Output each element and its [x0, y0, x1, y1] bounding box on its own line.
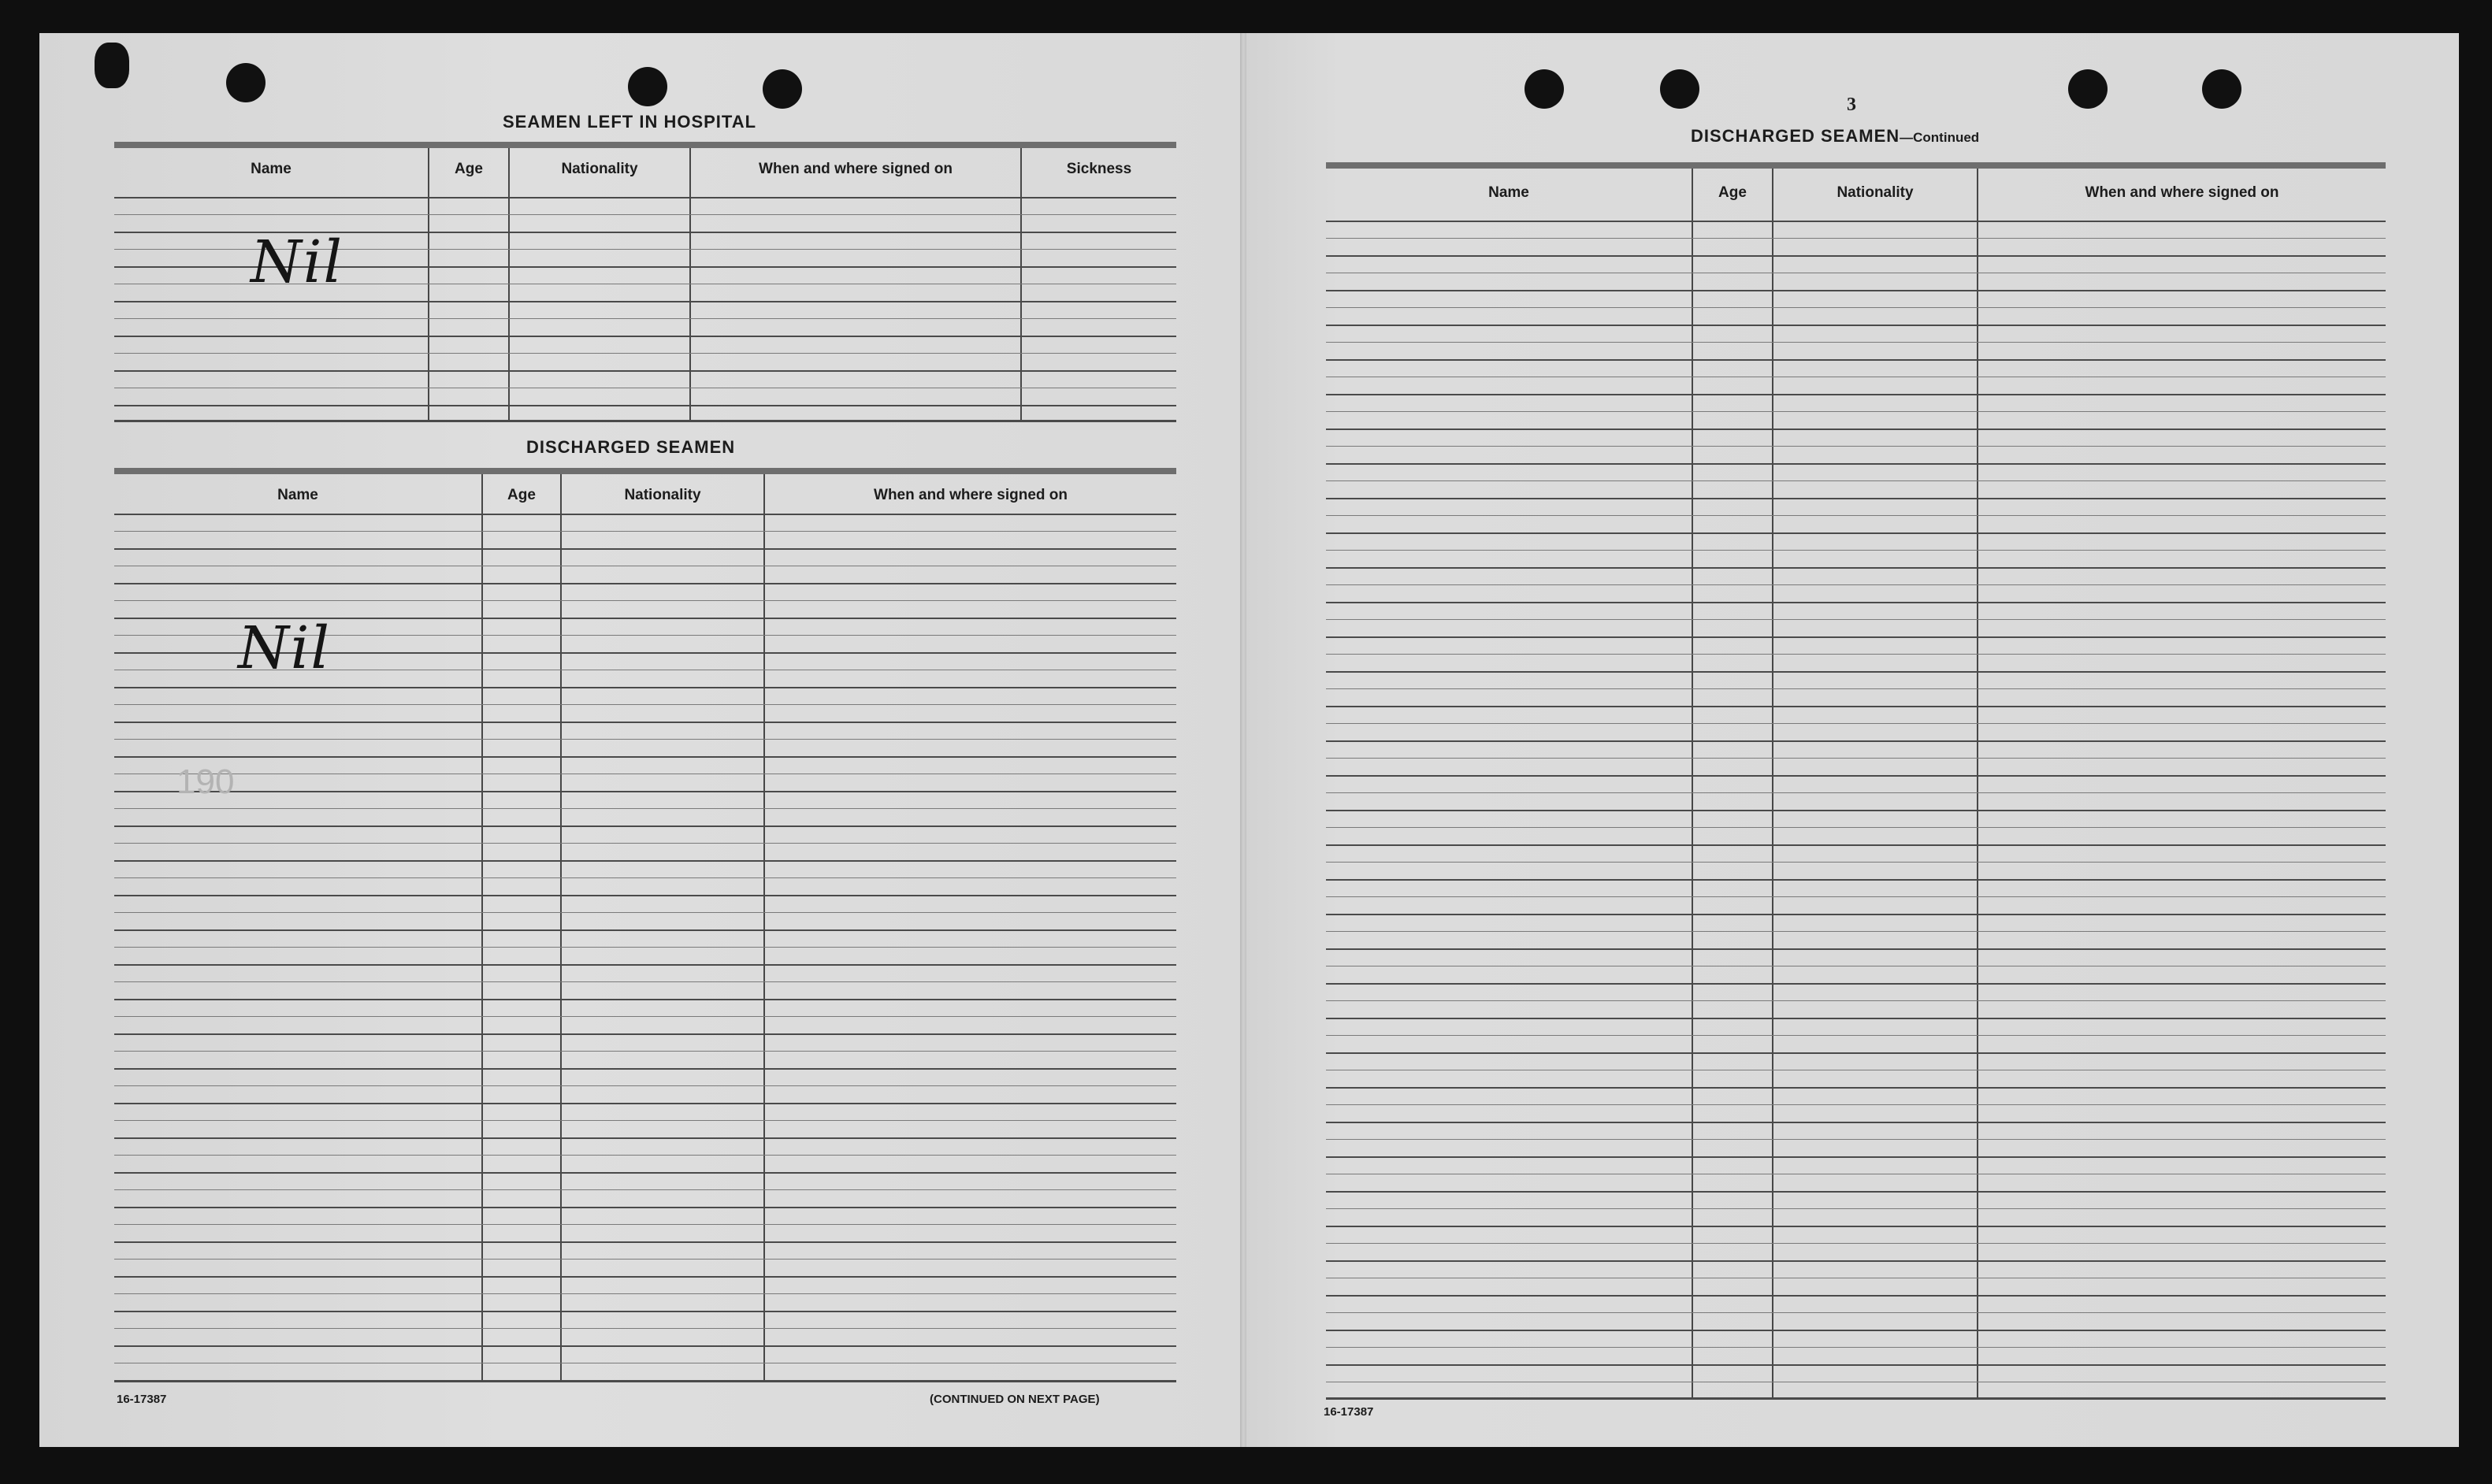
- page-fold: [1240, 33, 1246, 1447]
- ruled-row-line: [114, 1033, 1176, 1035]
- ruled-row-line: [114, 877, 1176, 878]
- ruled-row-line: [114, 825, 1176, 827]
- ruled-row-line: [114, 1016, 1176, 1017]
- continued-suffix: —Continued: [1900, 130, 1980, 145]
- hospital-col-name: Name: [251, 161, 292, 177]
- ruled-row-line: [114, 370, 1176, 372]
- right-col-name: Name: [1488, 184, 1529, 201]
- ruled-row-line: [114, 912, 1176, 913]
- ruled-row-line: [1326, 325, 2386, 326]
- ruled-row-line: [114, 1051, 1176, 1052]
- table-bottom-rule: [114, 420, 1176, 422]
- ruled-row-line: [1326, 429, 2386, 430]
- ruled-row-line: [114, 1345, 1176, 1347]
- ruled-row-line: [1326, 1035, 2386, 1036]
- ruled-row-line: [1326, 1156, 2386, 1158]
- ruled-row-line: [1326, 238, 2386, 239]
- ruled-row-line: [1326, 394, 2386, 395]
- ruled-row-line: [1326, 602, 2386, 603]
- hospital-section-title: SEAMEN LEFT IN HOSPITAL: [503, 112, 757, 132]
- continued-note: (CONTINUED ON NEXT PAGE): [930, 1393, 1100, 1406]
- ruled-row-line: [114, 318, 1176, 319]
- hospital-col-age: Age: [455, 161, 483, 177]
- ruled-row-line: [1326, 342, 2386, 343]
- ruled-row-line: [1326, 290, 2386, 291]
- ruled-row-line: [1326, 532, 2386, 534]
- punch-hole: [2202, 69, 2241, 109]
- hospital-col-signed-on: When and where signed on: [759, 161, 953, 177]
- ruled-row-line: [114, 1172, 1176, 1174]
- ruled-row-line: [1326, 1191, 2386, 1193]
- table-bottom-rule: [1326, 1397, 2386, 1400]
- hospital-handwritten-entry: Nil: [251, 228, 344, 296]
- ruled-row-line: [114, 197, 1176, 198]
- ruled-row-line: [1326, 255, 2386, 257]
- punch-hole: [226, 63, 266, 102]
- ruled-row-line: [114, 964, 1176, 966]
- ruled-row-line: [1326, 740, 2386, 742]
- discharged-col-signed-on: When and where signed on: [874, 487, 1068, 503]
- ruled-row-line: [114, 704, 1176, 705]
- ruled-row-line: [114, 860, 1176, 862]
- right-divider: [1772, 169, 1773, 1397]
- ruled-row-line: [114, 1276, 1176, 1278]
- ruled-row-line: [1326, 931, 2386, 932]
- discharged-continued-title: [1691, 126, 1979, 147]
- discharged-table: [114, 474, 1176, 1386]
- ruled-row-line: [114, 1120, 1176, 1121]
- ruled-row-line: [114, 1189, 1176, 1190]
- ruled-row-line: [114, 999, 1176, 1000]
- ruled-row-line: [1326, 1243, 2386, 1244]
- ruled-row-line: [114, 895, 1176, 896]
- ruled-row-line: [1326, 792, 2386, 793]
- ruled-row-line: [1326, 221, 2386, 222]
- hospital-top-rule: [114, 142, 1176, 148]
- punch-hole: [1525, 69, 1564, 109]
- ruled-row-line: [114, 1224, 1176, 1225]
- punch-hole: [1660, 69, 1699, 109]
- ruled-row-line: [114, 301, 1176, 302]
- discharged-continued-title-text: DISCHARGED SEAMEN: [1691, 126, 1900, 146]
- ruled-row-line: [114, 1207, 1176, 1208]
- ruled-row-line: [114, 336, 1176, 337]
- ruled-row-line: [1326, 914, 2386, 915]
- ruled-row-line: [1326, 1208, 2386, 1209]
- ruled-row-line: [114, 791, 1176, 792]
- left-form-number: 16-17387: [117, 1393, 167, 1406]
- hospital-col-nationality: Nationality: [561, 161, 638, 177]
- ruled-row-line: [1326, 1000, 2386, 1001]
- ruled-row-line: [114, 947, 1176, 948]
- ruled-row-line: [114, 1241, 1176, 1243]
- ruled-row-line: [1326, 480, 2386, 481]
- discharged-divider: [481, 474, 483, 1380]
- ruled-row-line: [1326, 1312, 2386, 1313]
- ruled-row-line: [114, 1137, 1176, 1139]
- punch-hole: [2068, 69, 2108, 109]
- punch-hole: [95, 43, 129, 88]
- ruled-row-line: [114, 1311, 1176, 1312]
- ruled-row-line: [1326, 671, 2386, 673]
- right-col-nationality: Nationality: [1837, 184, 1914, 201]
- ruled-row-line: [1326, 1347, 2386, 1348]
- ruled-row-line: [114, 548, 1176, 550]
- ruled-row-line: [114, 808, 1176, 809]
- faded-stamp-mark: 190: [176, 762, 235, 801]
- ruled-row-line: [1326, 307, 2386, 308]
- ruled-row-line: [1326, 948, 2386, 950]
- ruled-row-line: [1326, 827, 2386, 828]
- discharged-handwritten-entry: Nil: [238, 614, 332, 682]
- ruled-row-line: [1326, 758, 2386, 759]
- ruled-row-line: [114, 1328, 1176, 1329]
- punch-hole: [763, 69, 802, 109]
- hospital-col-sickness: Sickness: [1066, 161, 1132, 177]
- ruled-row-line: [1326, 359, 2386, 361]
- ruled-row-line: [1326, 619, 2386, 620]
- ruled-row-line: [1326, 636, 2386, 638]
- discharged-divider: [560, 474, 562, 1380]
- ruled-row-line: [1326, 688, 2386, 689]
- ruled-row-line: [114, 843, 1176, 844]
- ruled-row-line: [1326, 1330, 2386, 1331]
- ruled-row-line: [114, 1103, 1176, 1104]
- ruled-row-line: [1326, 1018, 2386, 1019]
- right-col-age: Age: [1718, 184, 1747, 201]
- ruled-row-line: [114, 722, 1176, 723]
- ruled-row-line: [1326, 1139, 2386, 1140]
- ruled-row-line: [1326, 654, 2386, 655]
- ruled-row-line: [114, 600, 1176, 601]
- discharged-section-title: DISCHARGED SEAMEN: [526, 437, 736, 457]
- ruled-row-line: [1326, 879, 2386, 881]
- ruled-row-line: [114, 514, 1176, 515]
- ruled-row-line: [114, 214, 1176, 215]
- ruled-row-line: [114, 739, 1176, 740]
- ruled-row-line: [114, 405, 1176, 406]
- ruled-row-line: [1326, 1104, 2386, 1105]
- ruled-row-line: [1326, 584, 2386, 585]
- right-divider: [1692, 169, 1693, 1397]
- discharged-divider: [763, 474, 765, 1380]
- ruled-row-line: [114, 1155, 1176, 1156]
- ruled-row-line: [1326, 723, 2386, 724]
- ruled-row-line: [1326, 1295, 2386, 1297]
- ruled-row-line: [1326, 1087, 2386, 1089]
- ruled-row-line: [1326, 498, 2386, 499]
- ruled-row-line: [1326, 896, 2386, 897]
- ruled-row-line: [1326, 1226, 2386, 1227]
- ruled-row-line: [1326, 550, 2386, 551]
- ruled-row-line: [114, 981, 1176, 982]
- ruled-row-line: [114, 1259, 1176, 1260]
- discharged-col-age: Age: [507, 487, 536, 503]
- ruled-row-line: [114, 531, 1176, 532]
- ruled-row-line: [1326, 1052, 2386, 1054]
- ruled-row-line: [1326, 983, 2386, 985]
- ruled-row-line: [1326, 567, 2386, 569]
- ruled-row-line: [114, 1068, 1176, 1070]
- ruled-row-line: [1326, 1364, 2386, 1366]
- ruled-row-line: [114, 1085, 1176, 1086]
- ruled-row-line: [114, 583, 1176, 584]
- right-divider: [1977, 169, 1978, 1397]
- ruled-row-line: [1326, 706, 2386, 707]
- discharged-continued-table: [1326, 169, 2386, 1402]
- ruled-row-line: [1326, 446, 2386, 447]
- ruled-row-line: [114, 687, 1176, 688]
- ruled-row-line: [1326, 862, 2386, 863]
- ruled-row-line: [1326, 463, 2386, 465]
- ruled-row-line: [1326, 844, 2386, 846]
- table-bottom-rule: [114, 1380, 1176, 1382]
- discharged-col-nationality: Nationality: [624, 487, 701, 503]
- ruled-row-line: [114, 929, 1176, 931]
- ruled-row-line: [1326, 411, 2386, 412]
- ruled-row-line: [1326, 1122, 2386, 1123]
- right-col-signed-on: When and where signed on: [2085, 184, 2279, 201]
- ruled-row-line: [1326, 515, 2386, 516]
- page-number: 3: [1847, 95, 1856, 115]
- ruled-row-line: [1326, 810, 2386, 811]
- ruled-row-line: [114, 353, 1176, 354]
- ruled-row-line: [1326, 775, 2386, 777]
- punch-hole: [628, 67, 667, 106]
- ruled-row-line: [114, 756, 1176, 758]
- ruled-row-line: [1326, 1260, 2386, 1262]
- right-form-number: 16-17387: [1324, 1405, 1374, 1419]
- discharged-top-rule: [114, 468, 1176, 474]
- right-top-rule: [1326, 162, 2386, 169]
- discharged-col-name: Name: [277, 487, 318, 503]
- ruled-row-line: [114, 1293, 1176, 1294]
